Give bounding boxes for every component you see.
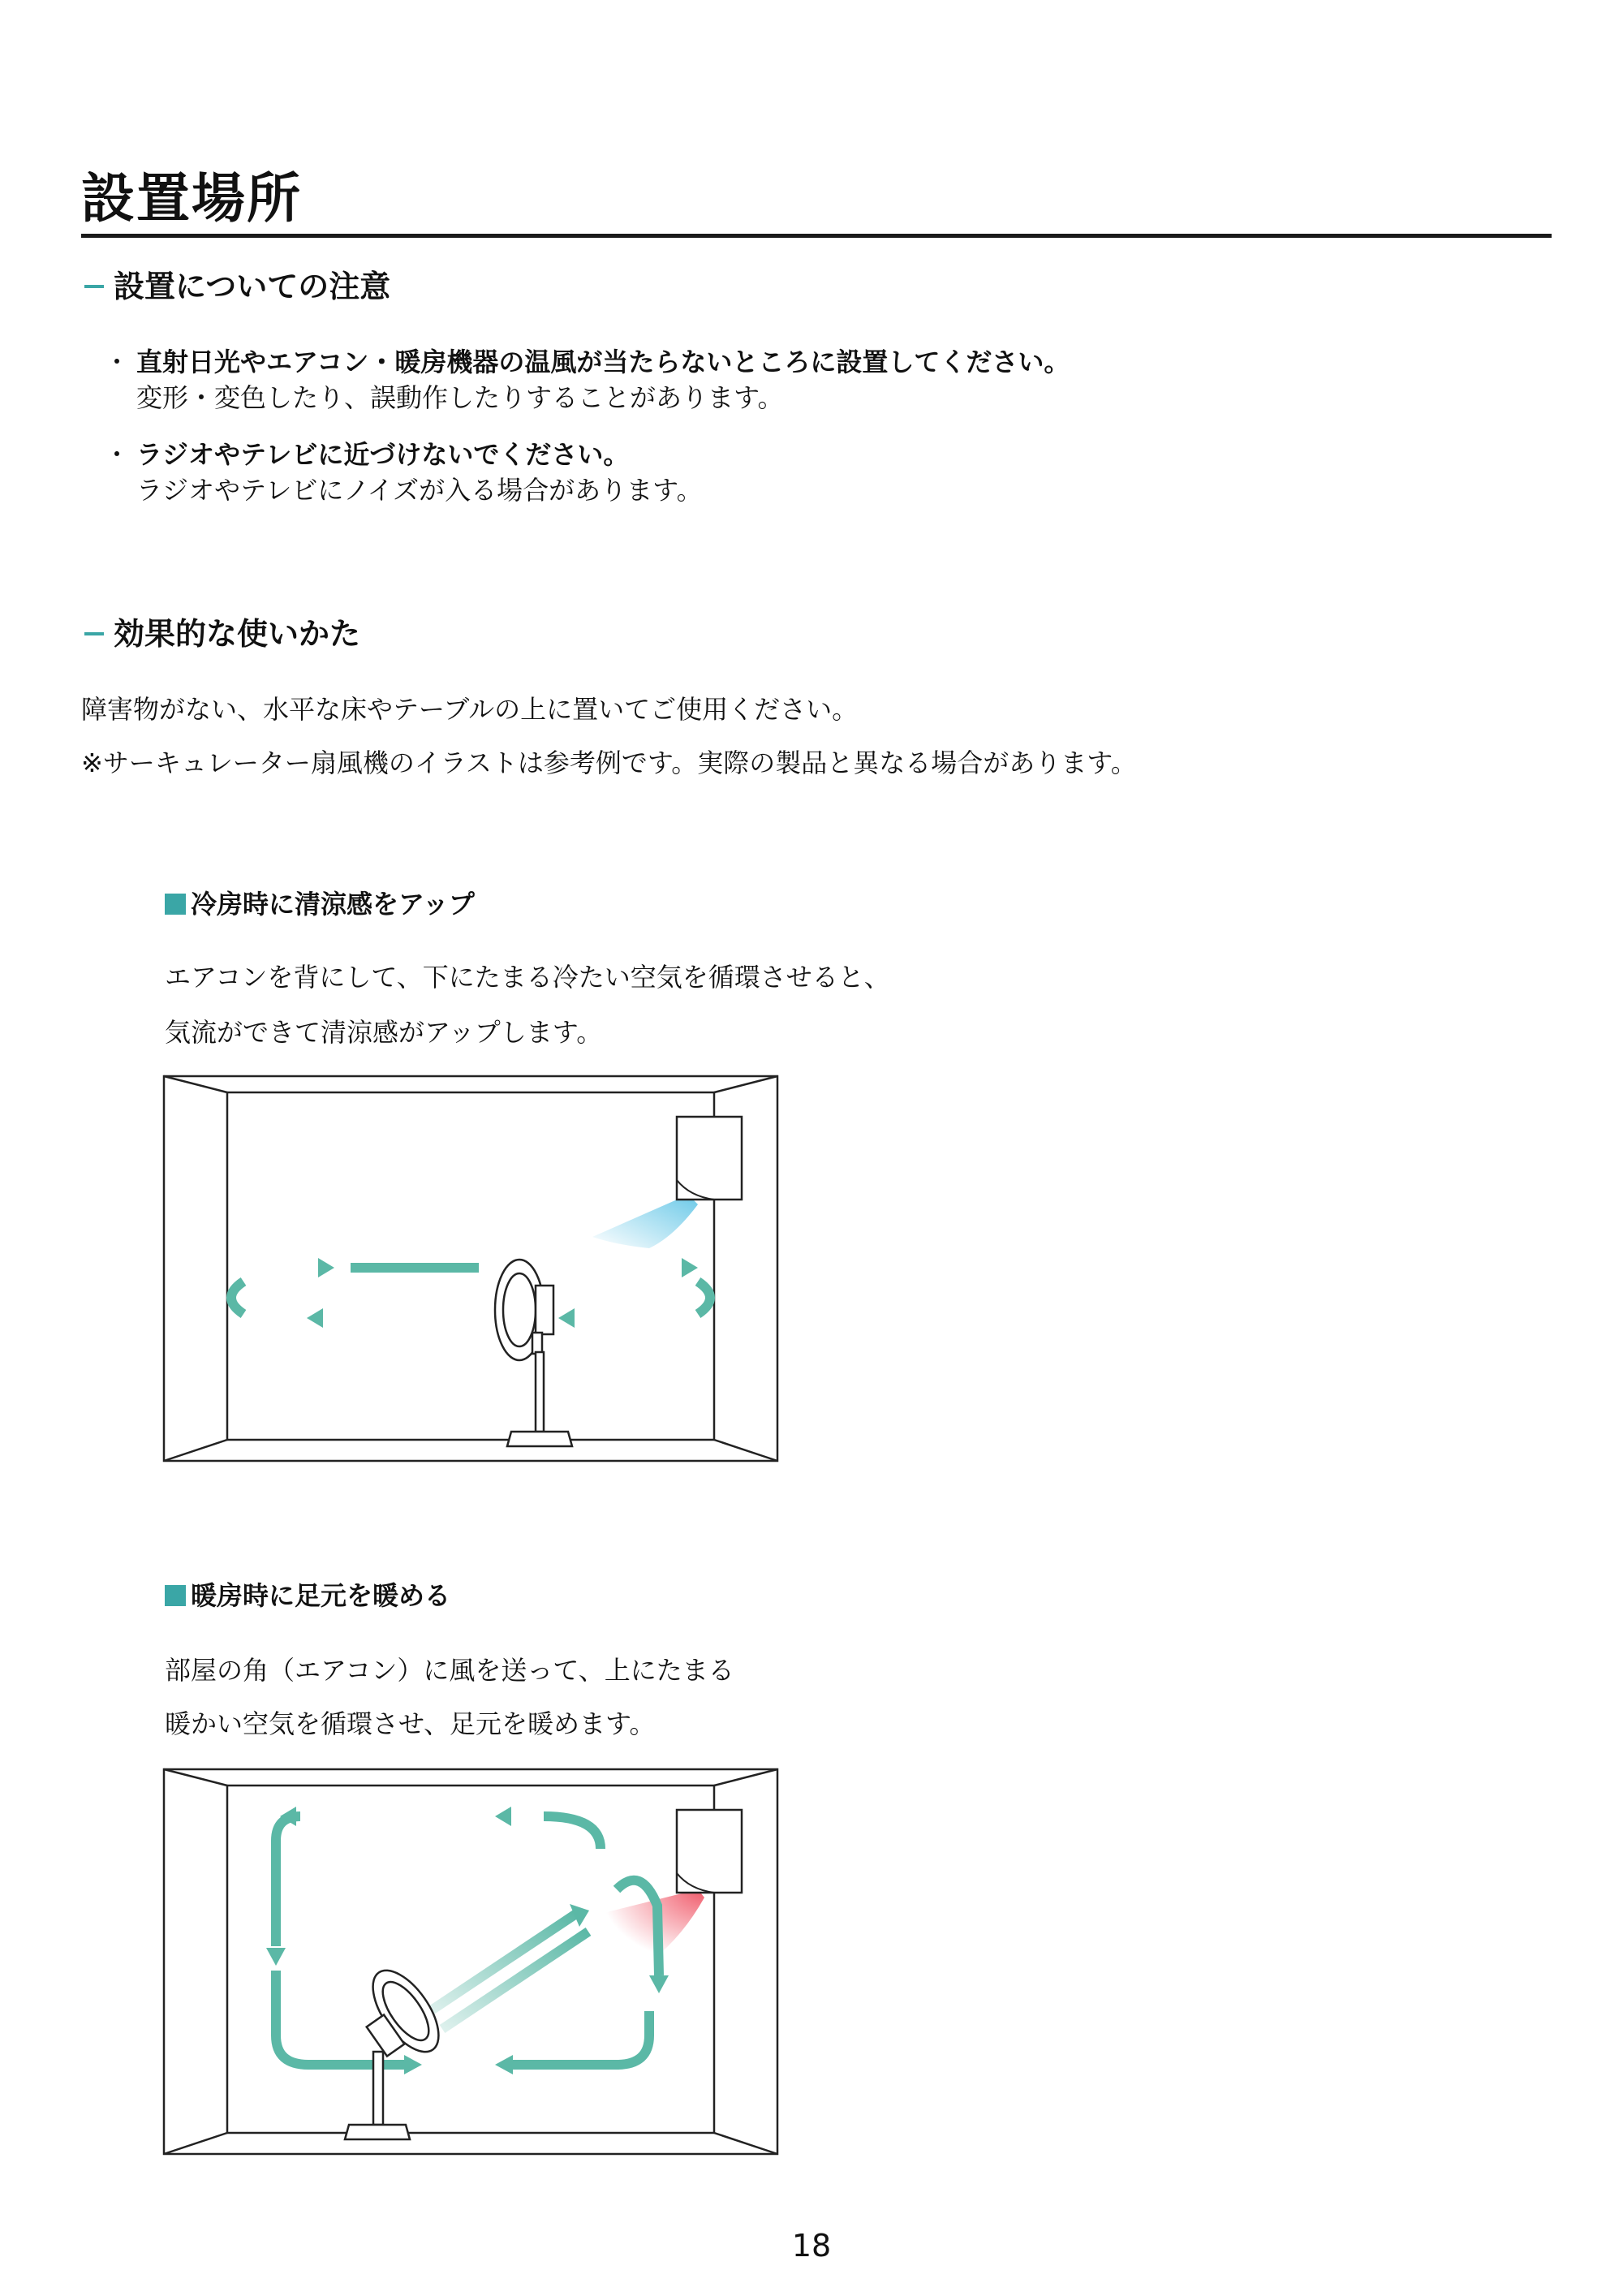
- section-heading-text: 設置についての注意: [114, 269, 391, 304]
- note-lead: ラジオやテレビに近づけないでください。: [136, 439, 630, 470]
- section-heading-installation-notes: [84, 266, 390, 307]
- cooling-line-2: 気流ができて清涼感がアップします。: [165, 1017, 603, 1048]
- note-lead: 直射日光やエアコン・暖房機器の温風が当たらないところに設置してください。: [136, 347, 1070, 377]
- section-dash: [84, 285, 104, 288]
- section-heading-text: 効果的な使いかた: [114, 616, 361, 652]
- arrow-heads: [266, 1807, 669, 2074]
- heating-line-1: 部屋の角（エアコン）に風を送って、上にたまる: [165, 1655, 734, 1686]
- square-marker: [165, 1585, 186, 1606]
- circulation-arrows: [276, 1816, 659, 2065]
- circulation-arrows: [231, 1268, 710, 1318]
- fan: [495, 1260, 572, 1446]
- air-conditioner: [592, 1117, 742, 1248]
- usage-instruction: 障害物がない、水平な床やテーブルの上に置いてご使用ください。: [81, 694, 859, 725]
- heating-title: 暖房時に足元を暖める: [191, 1580, 451, 1611]
- cooling-illustration: [162, 1075, 779, 1462]
- illustration-note: ※サーキュレーター扇風機のイラストは参考例です。実際の製品と異なる場合があります。: [81, 747, 1137, 778]
- bullet-mark: ・: [104, 347, 131, 377]
- bullet-mark: ・: [104, 439, 131, 470]
- heating-illustration: [162, 1768, 779, 2156]
- note-detail: 変形・変色したり、誤動作したりすることがあります。: [136, 382, 784, 413]
- page-title: 設置場所: [81, 167, 302, 230]
- fan: [345, 1959, 451, 2139]
- cooling-line-1: エアコンを背にして、下にたまる冷たい空気を循環させると、: [165, 962, 890, 993]
- note-detail: ラジオやテレビにノイズが入る場合があります。: [136, 475, 703, 506]
- cooling-subheading: [165, 886, 475, 922]
- page-number: 18: [791, 2228, 832, 2264]
- square-marker: [165, 894, 186, 915]
- section-heading-effective-use: [84, 614, 360, 654]
- heating-subheading: [165, 1578, 450, 1613]
- heating-line-2: 暖かい空気を循環させ、足元を暖めます。: [165, 1708, 656, 1739]
- cooling-title: 冷房時に清涼感をアップ: [191, 889, 475, 920]
- section-dash: [84, 632, 104, 635]
- title-underline: [81, 234, 1552, 238]
